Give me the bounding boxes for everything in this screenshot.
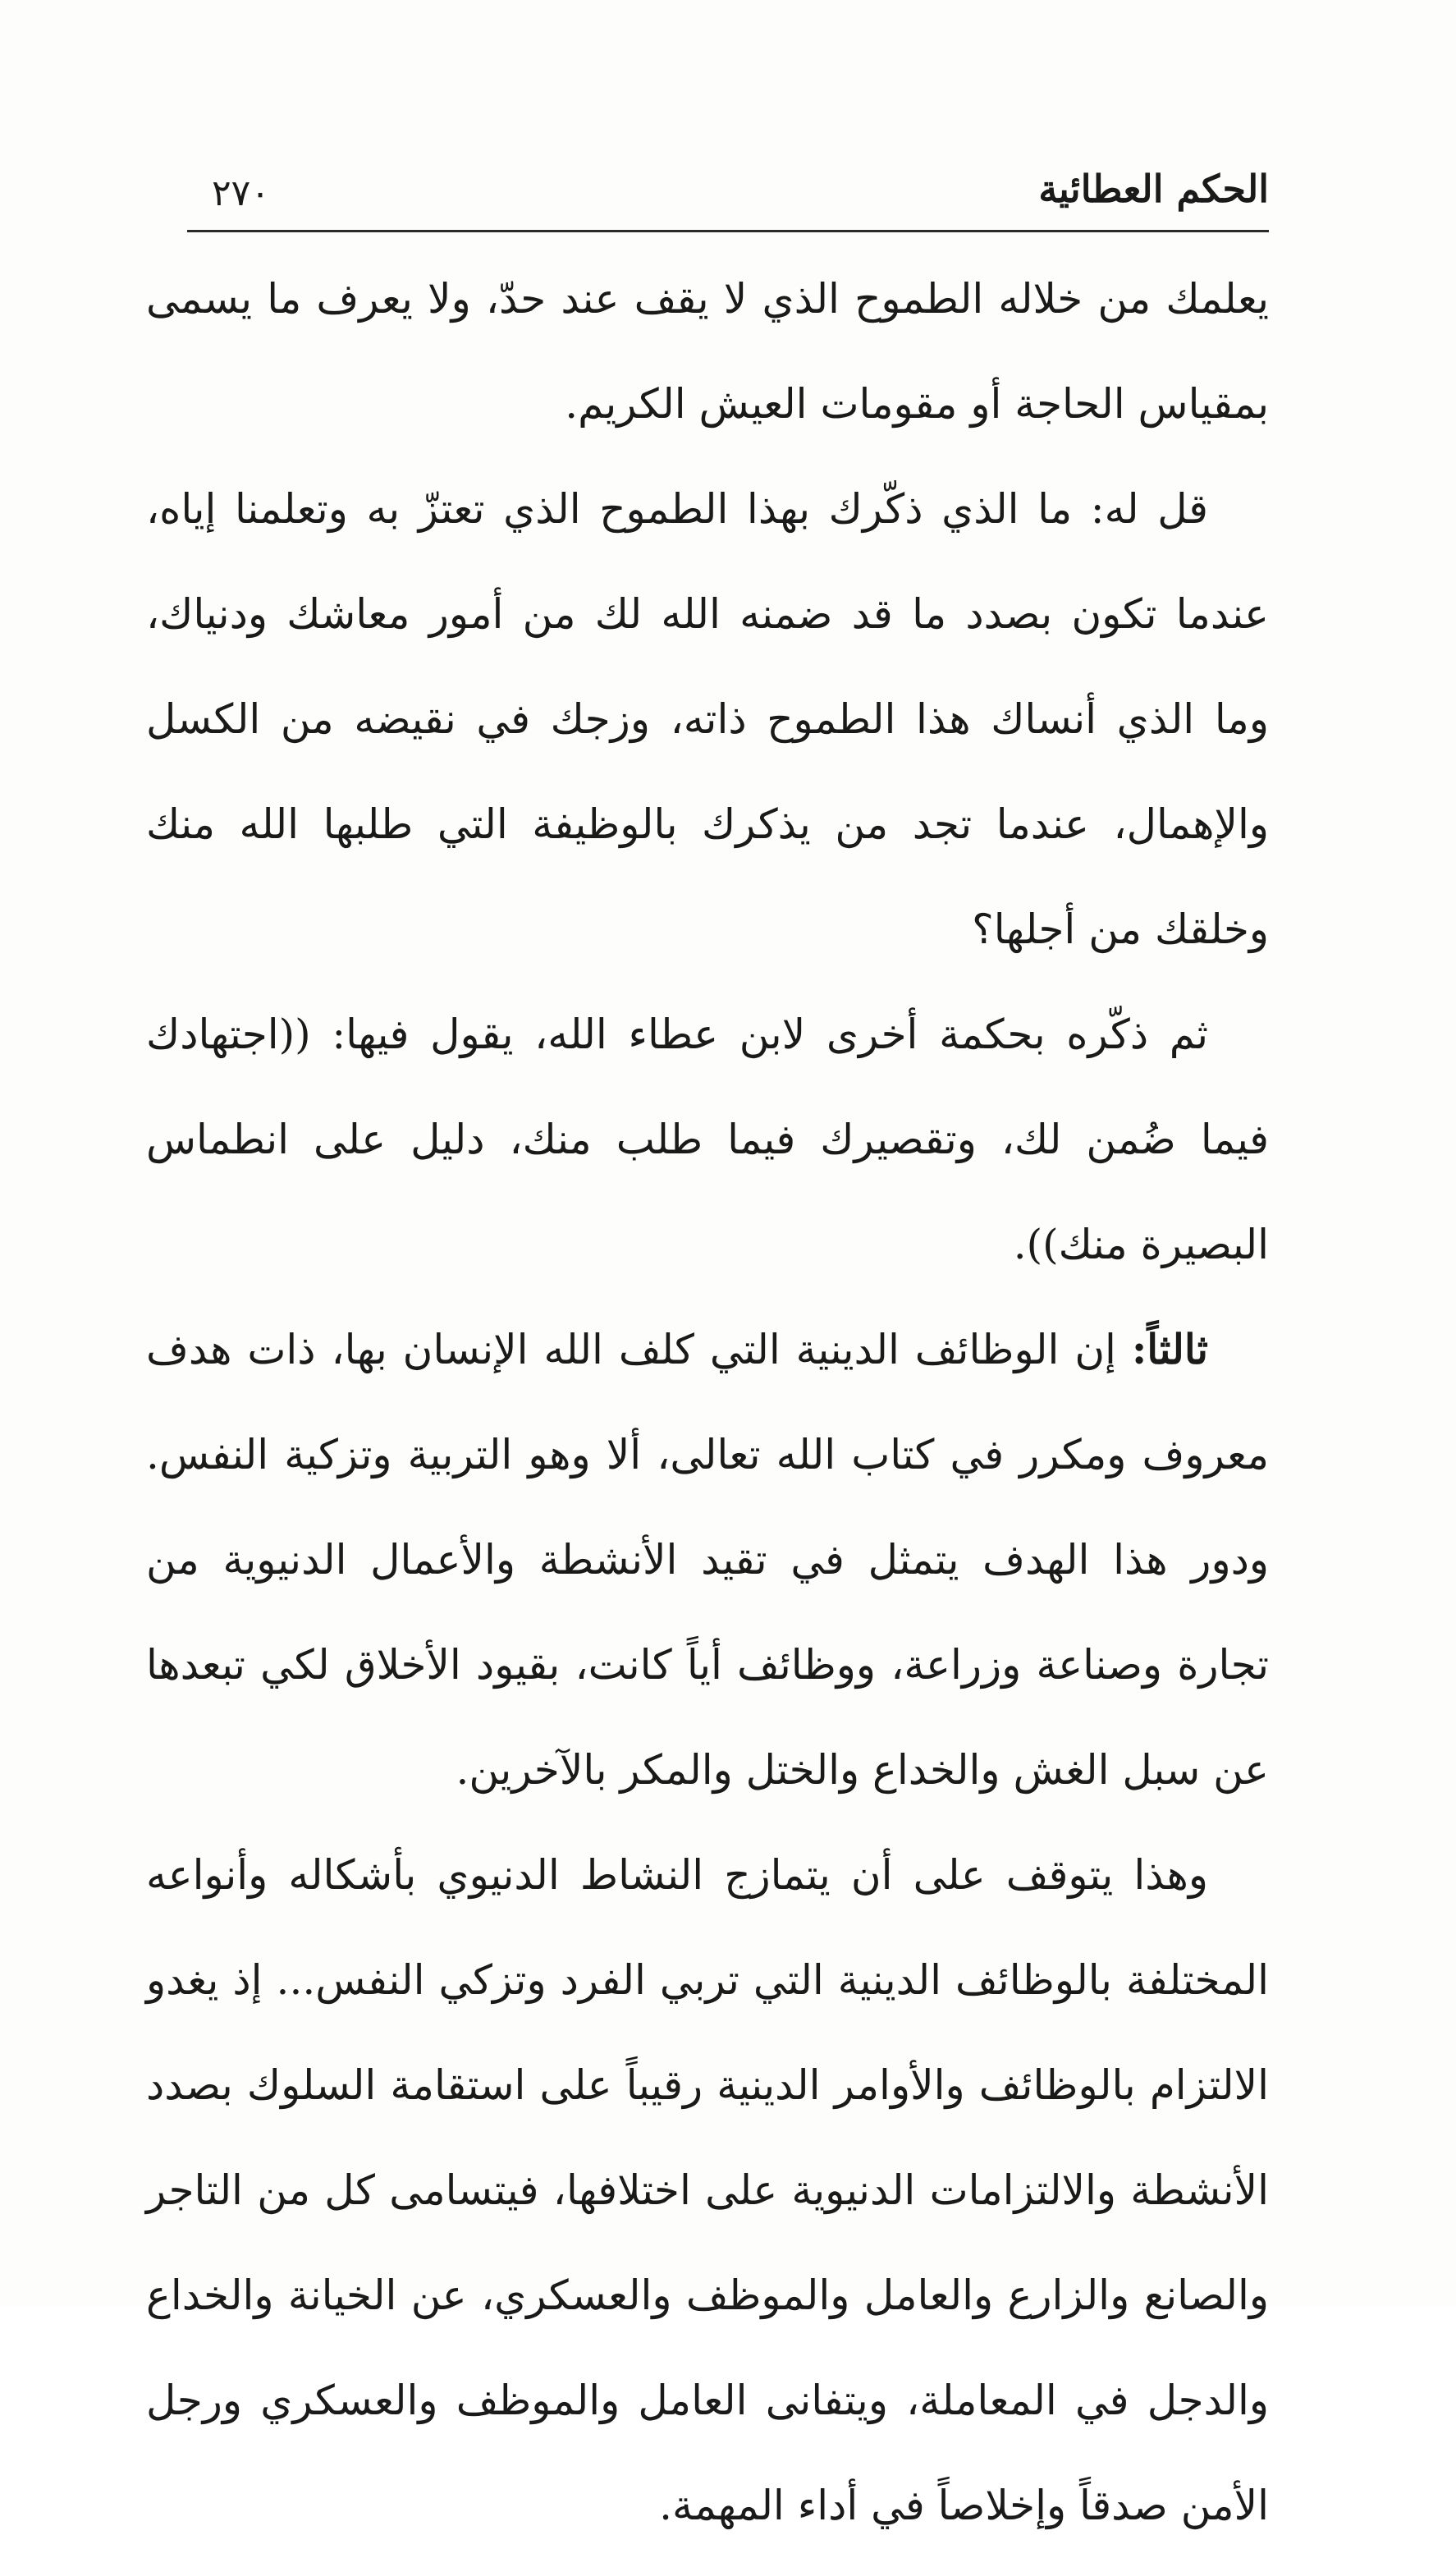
page-number: ٢٧٠ [212,172,270,214]
paragraph-4-text: إن الوظائف الدينية التي كلف الله الإنسان بها، ذات هدف معروف ومكرر في كتاب الله تعالى، ألا وهو التربية وتزكية النفس. ودور هذا الهدف يتمثل في تقيد الأنشطة والأعمال الدنيوية من تجارة وصناعة وزراعة، ووظائف أياً كانت، بقيود الأخلاق لكي تبعدها عن سبل الغش والخداع والختل والمكر بالآخرين. [146,1326,1269,1794]
paragraph-5: وهذا يتوقف على أن يتمازج النشاط الدنيوي بأشكاله وأنواعه المختلفة بالوظائف الدينية التي تربي الفرد وتزكي النفس... إذ يغدو الالتزام بالوظائف والأوامر الدينية رقيباً على استقامة السلوك بصدد الأنشطة والالتزامات الدنيوية على اختلافها، فيتسامى كل من التاجر والصانع والزارع والعامل والموظف والعسكري، عن الخيانة والخداع والدجل في المعاملة، ويتفانى العامل والموظف والعسكري ورجل الأمن صدقاً وإخلاصاً في أداء المهمة. [146,1851,1269,2529]
paragraph-2: قل له: ما الذي ذكّرك بهذا الطموح الذي تعتزّ به وتعلمنا إياه، عندما تكون بصدد ما قد ضمنه الله لك من أمور معاشك ودنياك، وما الذي أنساك هذا الطموح ذاته، وزجك في نقيضه من الكسل والإهمال، عندما تجد من يذكرك بالوظيفة التي طلبها الله منك وخلقك من أجلها؟ [146,485,1269,953]
paragraph-4-lead: ثالثاً: [1131,1325,1208,1373]
running-header [187,156,1269,232]
running-title: الحكم العطائية [1038,167,1269,211]
header-rule [187,230,1269,232]
paragraph-3: ثم ذكّره بحكمة أخرى لابن عطاء الله، يقول فيها: ((اجتهادك فيما ضُمن لك، وتقصيرك فيما طلب منك، دليل على انطماس البصيرة منك)). [146,1011,1269,1268]
paragraph-4 [146,1297,1269,1822]
paragraph-1: يعلمك من خلاله الطموح الذي لا يقف عند حدّ، ولا يعرف ما يسمى بمقياس الحاجة أو مقومات العيش الكريم. [146,275,1269,428]
text-body [146,246,1269,2558]
